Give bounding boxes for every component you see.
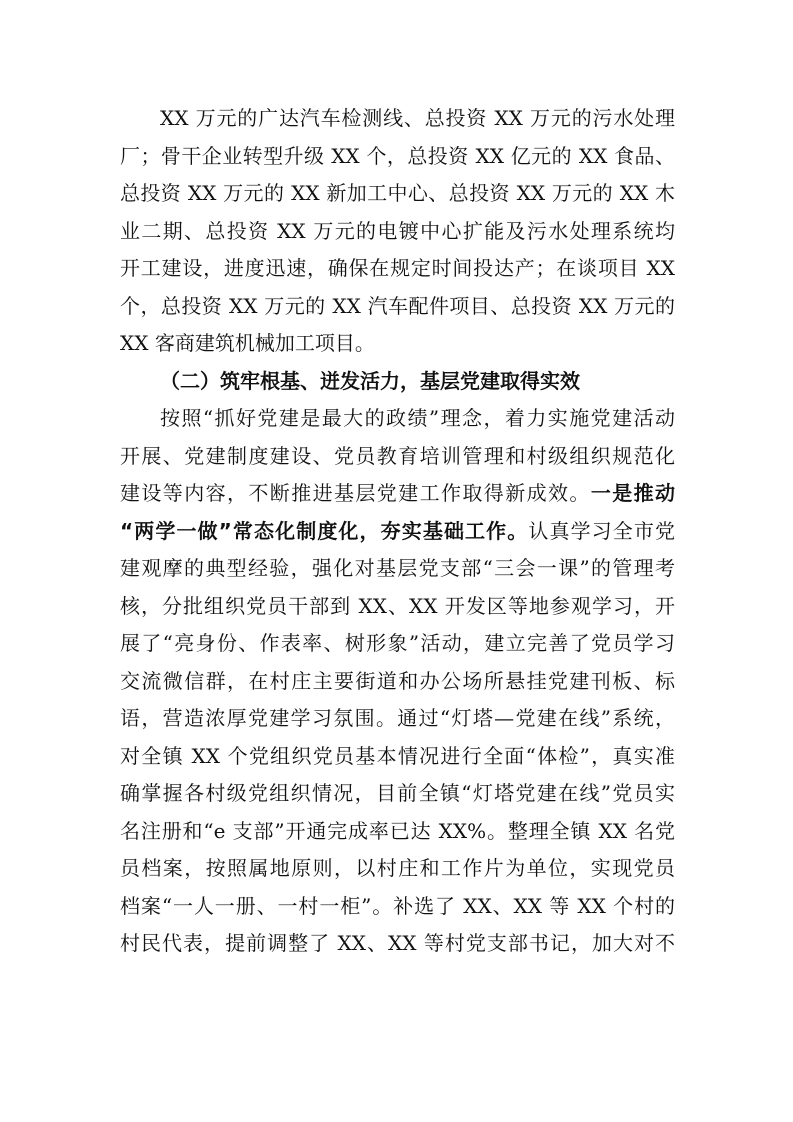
bold-run: 一是推动 <box>590 481 675 505</box>
text-line-mixed <box>120 513 675 551</box>
text-line: 总投资 XX 万元的 XX 新加工中心、总投资 XX 万元的 XX 木 <box>120 181 675 205</box>
document-page <box>120 100 675 963</box>
text-run: 认真学习全市党 <box>528 518 675 543</box>
text-line: 开工建设，进度迅速，确保在规定时间投达产；在谈项目 XX <box>120 256 675 280</box>
text-line: 员档案，按照属地原则，以村庄和工作片为单位，实现党员 <box>120 856 675 880</box>
text-line: 按照“抓好党建是最大的政绩”理念，着力实施党建活动 <box>160 406 675 430</box>
text-line: 语，营造浓厚党建学习氛围。通过“灯塔—党建在线”系统， <box>120 706 675 730</box>
text-line: 对全镇 XX 个党组织党员基本情况进行全面“体检”，真实准 <box>120 743 675 768</box>
text-line: 确掌握各村级党组织情况，目前全镇“灯塔党建在线”党员实 <box>120 781 675 805</box>
section-heading: （二）筑牢根基、迸发活力，基层党建取得实效 <box>160 368 580 393</box>
text-line: 建观摩的典型经验，强化对基层党支部“三会一课”的管理考 <box>120 556 675 580</box>
bold-run: “两学一做”常态化制度化，夯实基础工作。 <box>120 518 529 543</box>
text-line: 展了“亮身份、作表率、树形象”活动，建立完善了党员学习 <box>120 631 675 655</box>
text-line: 开展、党建制度建设、党员教育培训管理和村级组织规范化 <box>120 443 675 468</box>
text-line: 交流微信群，在村庄主要街道和办公场所悬挂党建刊板、标 <box>120 668 675 693</box>
text-line: XX 万元的广达汽车检测线、总投资 XX 万元的污水处理 <box>160 106 675 130</box>
text-line: 村民代表，提前调整了 XX、XX 等村党支部书记，加大对不 <box>120 931 675 955</box>
text-line: 个，总投资 XX 万元的 XX 汽车配件项目、总投资 XX 万元的 <box>120 293 675 318</box>
text-run: 建设等内容，不断推进基层党建工作取得新成效。 <box>120 481 591 505</box>
text-line: 厂；骨干企业转型升级 XX 个，总投资 XX 亿元的 XX 食品、 <box>120 143 675 168</box>
text-line: 名注册和“e 支部”开通完成率已达 XX%。整理全镇 XX 名党 <box>120 818 675 843</box>
paragraph-1 <box>120 100 675 363</box>
paragraph-2 <box>120 400 675 963</box>
text-line: 档案“一人一册、一村一柜”。补选了 XX、XX 等 XX 个村的 <box>120 893 675 918</box>
text-line-mixed <box>120 475 675 513</box>
text-line: 核，分批组织党员干部到 XX、XX 开发区等地参观学习，开 <box>120 593 675 618</box>
text-line: 业二期、总投资 XX 万元的电镀中心扩能及污水处理系统均 <box>120 218 675 243</box>
text-line: XX 客商建筑机械加工项目。 <box>120 331 375 355</box>
